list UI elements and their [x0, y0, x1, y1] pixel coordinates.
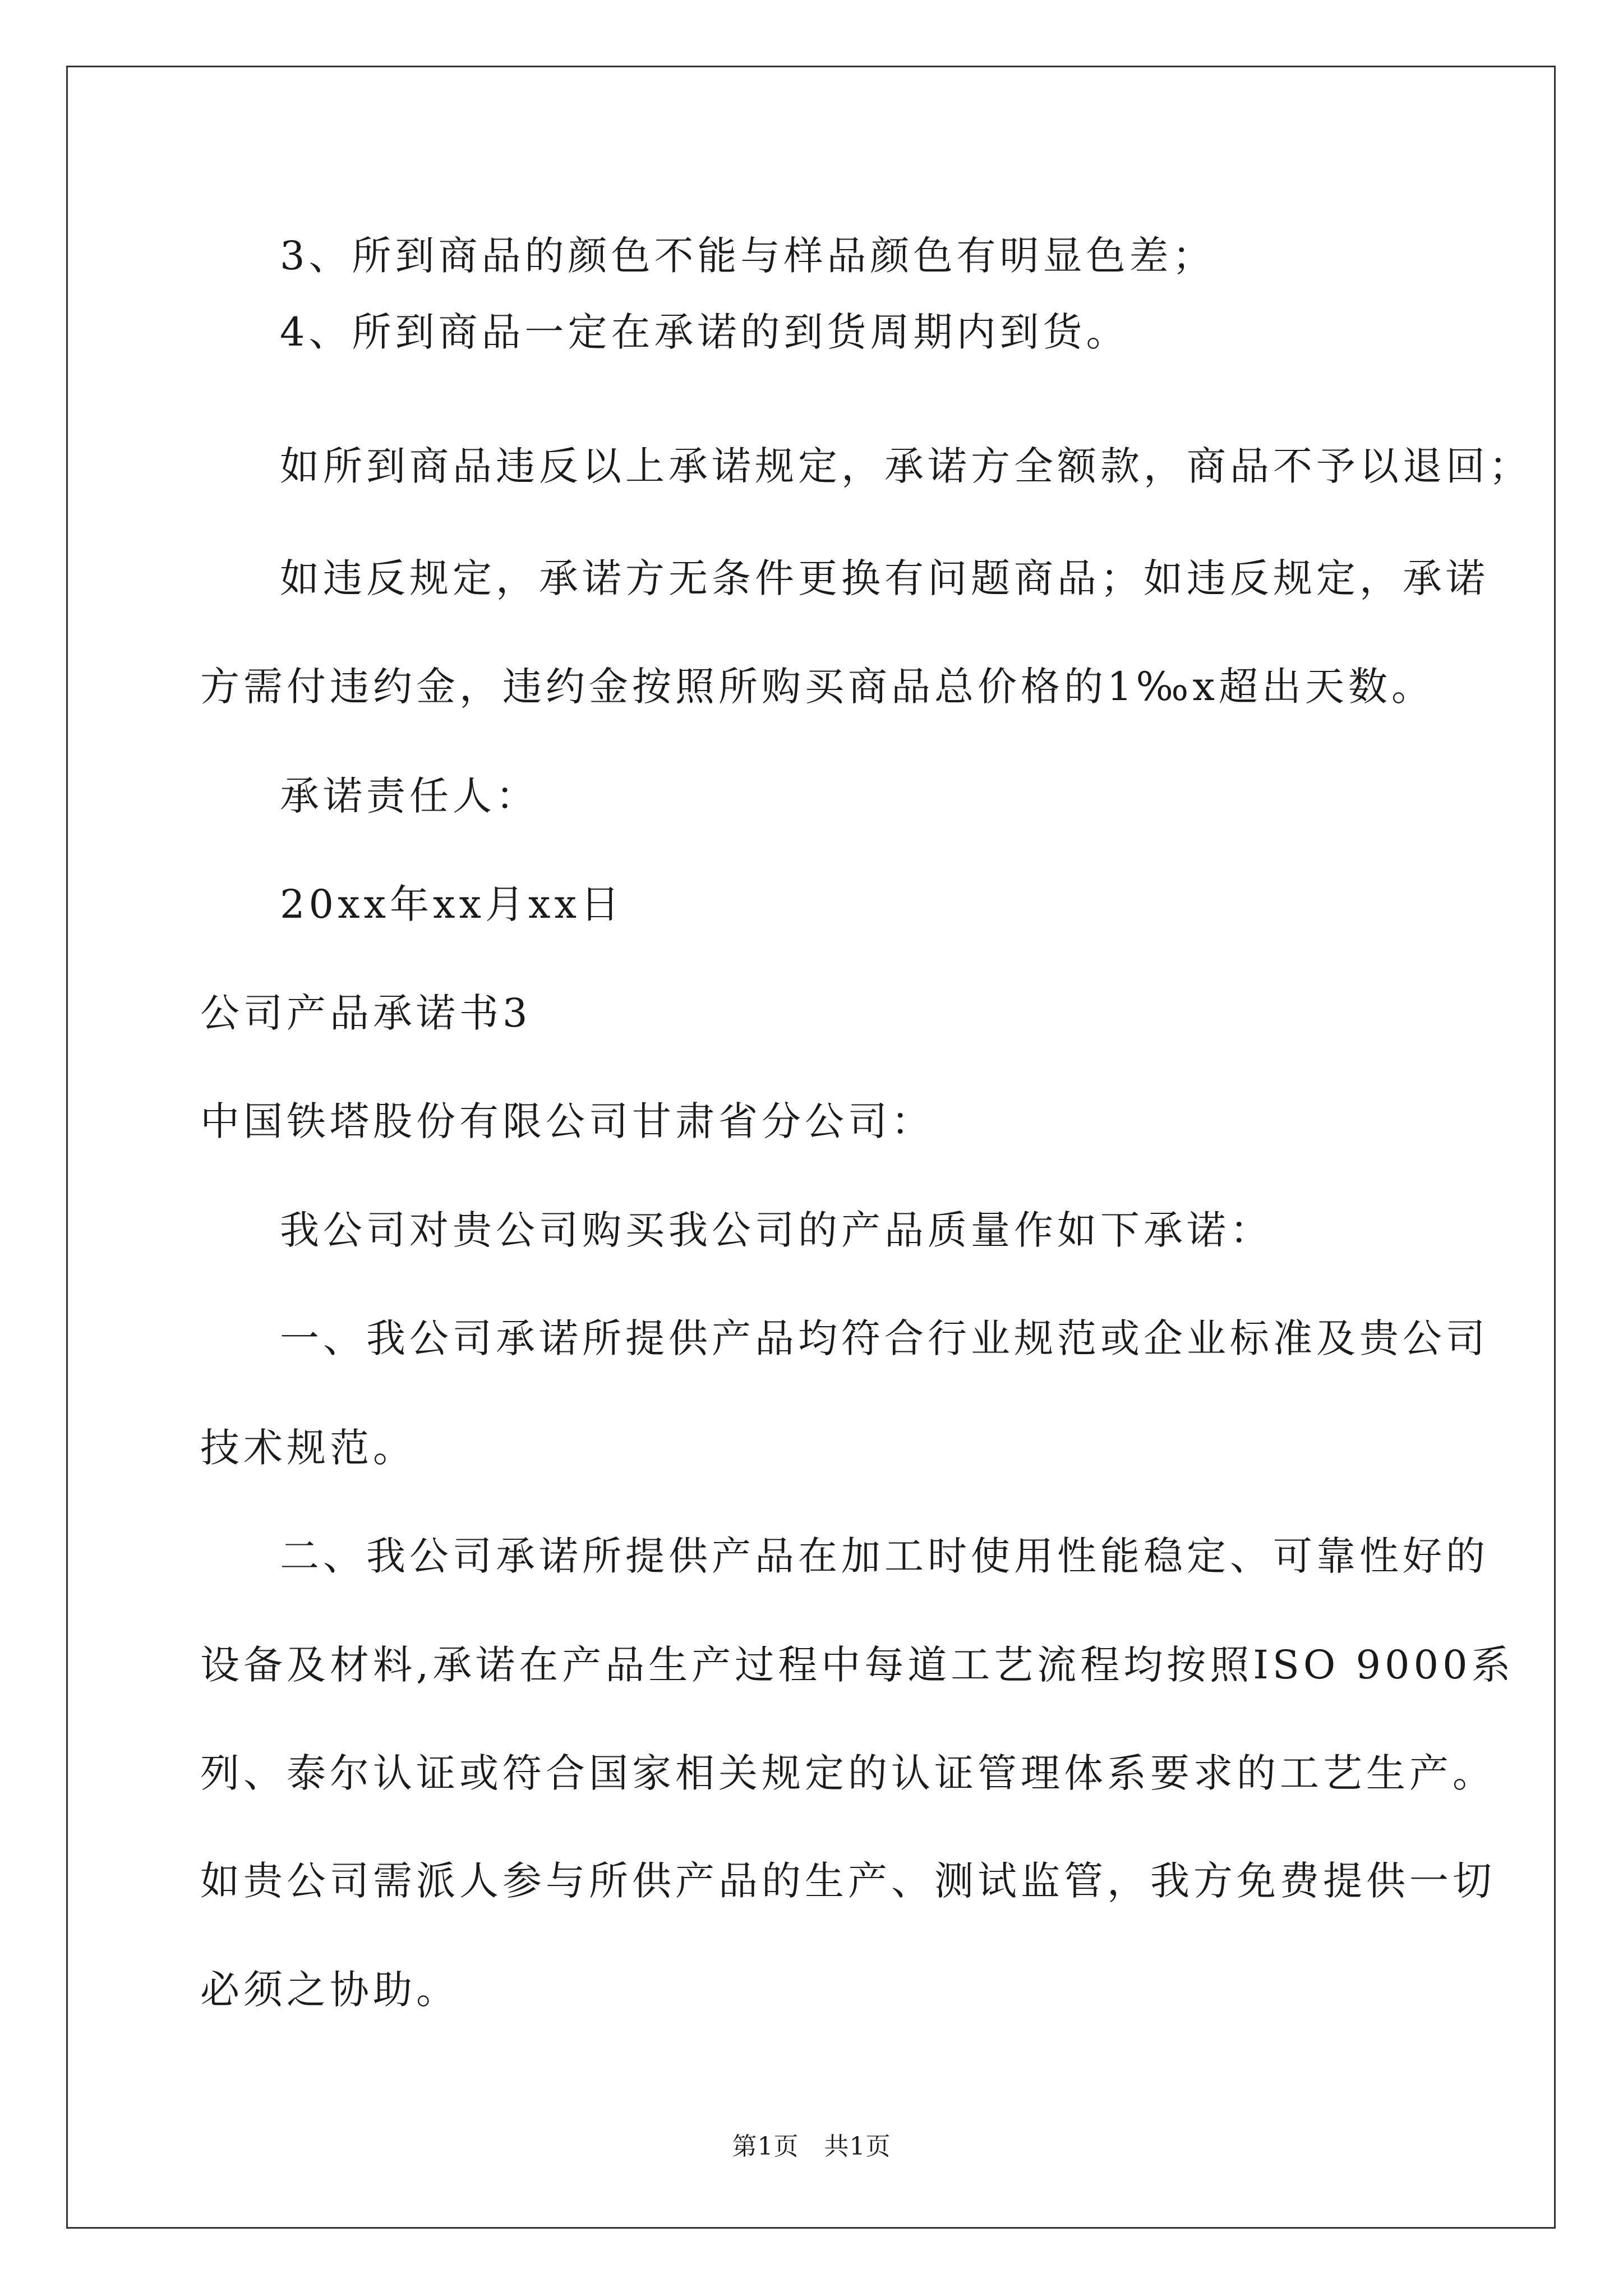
text-line: 4、所到商品一定在承诺的到货周期内到货。 [280, 309, 1129, 355]
text-line: 技术规范。 [200, 1425, 416, 1471]
recipient-line: 中国铁塔股份有限公司甘肃省分公司： [200, 1098, 934, 1144]
text-line: 二、我公司承诺所提供产品在加工时使用性能稳定、可靠性好的 [280, 1533, 1489, 1579]
text-line: 设备及材料,承诺在产品生产过程中每道工艺流程均按照ISO 9000系 [200, 1642, 1515, 1688]
text-line: 承诺责任人： [280, 773, 539, 819]
text-line: 如贵公司需派人参与所供产品的生产、测试监管，我方免费提供一切 [200, 1858, 1496, 1904]
text-line: 20xx年xx月xx日 [280, 881, 624, 927]
text-line: 如所到商品违反以上承诺规定，承诺方全额款，商品不予以退回； [280, 443, 1532, 489]
text-line: 一、我公司承诺所提供产品均符合行业规范或企业标准及贵公司 [280, 1315, 1489, 1361]
text-line: 列、泰尔认证或符合国家相关规定的认证管理体系要求的工艺生产。 [200, 1750, 1496, 1796]
text-line: 我公司对贵公司购买我公司的产品质量作如下承诺： [280, 1207, 1273, 1253]
text-line: 方需付违约金，违约金按照所购买商品总价格的1‰x超出天数。 [200, 664, 1435, 710]
text-line: 如违反规定，承诺方无条件更换有问题商品；如违反规定，承诺 [280, 555, 1489, 601]
page-footer: 第1页 共1页 [732, 2132, 891, 2161]
text-line: 必须之协助。 [200, 1967, 459, 2013]
section-title: 公司产品承诺书3 [200, 990, 532, 1036]
text-line: 3、所到商品的颜色不能与样品颜色有明显色差； [280, 233, 1216, 279]
